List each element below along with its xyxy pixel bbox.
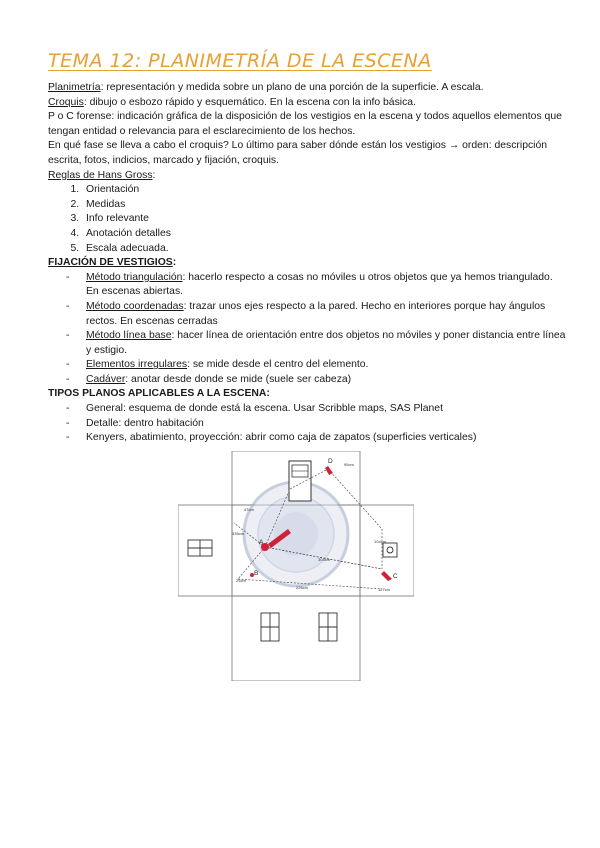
- term: Croquis: [48, 96, 84, 108]
- term: Planimetría: [48, 82, 101, 93]
- measure-label: 99cm: [344, 462, 354, 467]
- measure-label: 47cm: [244, 507, 254, 512]
- list-item: - Método coordenadas: trazar unos ejes respecto a la pared. Hecho en interiores porque hay ángulos rectos. En escenas cerradas: [66, 300, 568, 329]
- measure-label: 226cm: [296, 585, 309, 590]
- list-item: - Elementos irregulares: se mide desde el centro del elemento.: [66, 358, 568, 373]
- wall-outlet-icon: [383, 543, 397, 557]
- room-unfolded-diagram: [178, 451, 414, 681]
- measure-label: 104cm: [374, 539, 387, 544]
- marker-c-icon: [381, 571, 392, 581]
- definition-croquis: [48, 96, 568, 111]
- marker-d-icon: [325, 466, 333, 475]
- window-icon: [188, 540, 212, 556]
- tipos-heading: TIPOS PLANOS APLICABLES A LA ESCENA:: [48, 388, 270, 400]
- fijacion-heading: FIJACIÓN DE VESTIGIOS:: [48, 257, 177, 269]
- list-item: - Cadáver: anotar desde donde se mide (suele ser cabeza): [66, 373, 568, 388]
- window-icon: [319, 613, 337, 641]
- window-icon: [261, 613, 279, 641]
- measure-label: 304cm: [318, 557, 331, 562]
- fijacion-list: [48, 271, 568, 388]
- list-item: - General: esquema de donde está la escena. Usar Scribble maps, SAS Planet: [66, 402, 568, 417]
- list-item: - Kenyers, abatimiento, proyección: abrir como caja de zapatos (superficies verticales): [66, 431, 568, 446]
- list-item: 5. Escala adecuada.: [82, 242, 568, 257]
- list-item: 4. Anotación detalles: [82, 227, 568, 242]
- list-item: 3. Info relevante: [82, 212, 568, 227]
- list-item: 2. Medidas: [82, 198, 568, 213]
- document-body: [48, 81, 568, 446]
- label-c: C: [393, 573, 398, 580]
- list-item: - Método línea base: hacer línea de orientación entre dos objetos no móviles y poner distancia entre línea y estigio.: [66, 329, 568, 358]
- label-a: A: [259, 539, 264, 546]
- list-item: - Método triangulación: hacerlo respecto a cosas no móviles u otros objetos que ya hemos triangulado. En escenas abiertas.: [66, 271, 568, 300]
- measure-label: 25cm: [236, 578, 246, 583]
- question-paragraph: En qué fase se lleva a cabo el croquis? Lo último para saber dónde están los vestigios → orden: descripción escrita, fotos, indicios, marcado y fijación, croquis.: [48, 140, 548, 166]
- label-d: D: [328, 458, 333, 465]
- hans-gross-heading: Reglas de Hans Gross:: [48, 169, 156, 181]
- wall-bottom: [232, 596, 360, 681]
- page-title: TEMA 12: PLANIMETRÍA DE LA ESCENA: [48, 50, 432, 72]
- measure-label: 335cm: [232, 531, 245, 536]
- definition-text: : dibujo o esbozo rápido y esquemático. En la escena con la info básica.: [83, 96, 416, 108]
- hans-gross-list: [48, 183, 568, 256]
- measure-label: 127cm: [378, 587, 391, 592]
- label-b: B: [254, 570, 259, 577]
- tipos-list: [48, 402, 568, 446]
- definition-planimetria: [48, 81, 568, 96]
- definition-text: : representación y medida sobre un plano de una porción de la superficie. A escala.: [100, 82, 484, 93]
- poc-paragraph: P o C forense: indicación gráfica de la disposición de los vestigios en la escena y todos aquellos elementos que tengan entidad o relevancia para el esclarecimiento de los hechos.: [48, 111, 562, 137]
- list-item: 1. Orientación: [82, 183, 568, 198]
- list-item: - Detalle: dentro habitación: [66, 417, 568, 432]
